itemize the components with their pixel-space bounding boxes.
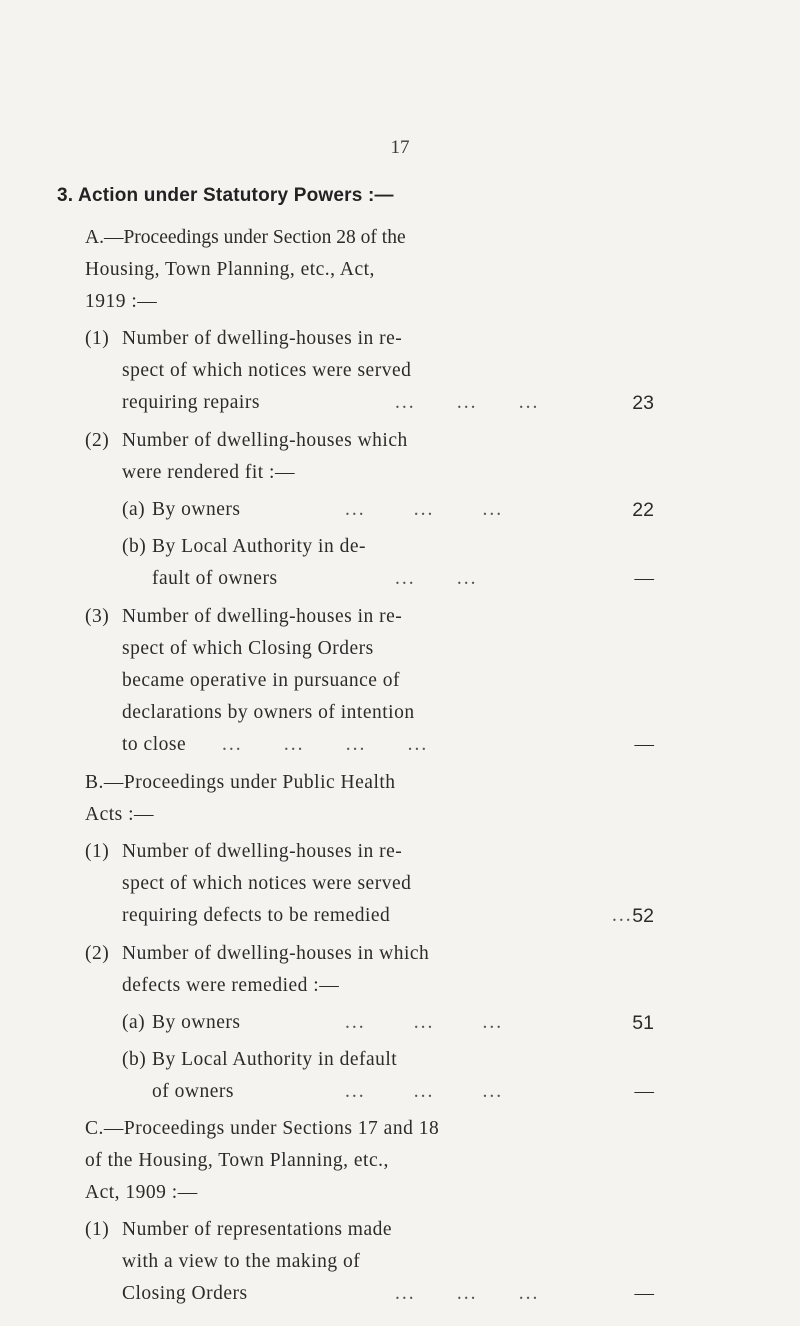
title-line: 1919 :— bbox=[85, 291, 158, 312]
title-line: A.—Proceedings under Section 28 of the bbox=[85, 227, 406, 248]
item-value: — bbox=[634, 1283, 654, 1304]
leader-dots: ... ... ... bbox=[345, 1081, 504, 1102]
item-text: were rendered fit :— bbox=[122, 462, 295, 483]
item-text: Number of dwelling-houses in re- bbox=[122, 841, 403, 862]
item-value: — bbox=[634, 1081, 654, 1102]
item-number: (a) bbox=[122, 1012, 146, 1033]
leader-dots: ... bbox=[612, 905, 633, 926]
item-text: Number of representations made bbox=[122, 1219, 393, 1240]
item-text: became operative in pursuance of bbox=[122, 670, 401, 691]
item-number: (2) bbox=[85, 430, 110, 451]
page-number: 17 bbox=[390, 137, 410, 158]
item-text: Number of dwelling-houses in re- bbox=[122, 606, 403, 627]
item-number: (b) bbox=[122, 1049, 147, 1070]
item-number: (1) bbox=[85, 328, 110, 349]
leader-dots: ... ... bbox=[395, 568, 478, 589]
leader-dots: ... ... ... ... bbox=[222, 734, 429, 755]
item-text: defects were remedied :— bbox=[122, 975, 340, 996]
item-text: spect of which Closing Orders bbox=[122, 638, 374, 659]
leader-dots: ... ... ... bbox=[345, 1012, 504, 1033]
title-line: Housing, Town Planning, etc., Act, bbox=[85, 259, 375, 280]
title-line: C.—Proceedings under Sections 17 and 18 bbox=[85, 1118, 440, 1139]
title-line: Acts :— bbox=[85, 804, 155, 825]
item-text: requiring defects to be remedied bbox=[122, 905, 391, 926]
item-text: Number of dwelling-houses in re- bbox=[122, 328, 403, 349]
leader-dots: ... ... ... bbox=[345, 499, 504, 520]
title-line: B.—Proceedings under Public Health bbox=[85, 772, 396, 793]
section-heading: 3. Action under Statutory Powers :— bbox=[57, 185, 394, 206]
item-number: (2) bbox=[85, 943, 110, 964]
item-number: (1) bbox=[85, 841, 110, 862]
item-text: Number of dwelling-houses which bbox=[122, 430, 408, 451]
item-number: (a) bbox=[122, 499, 146, 520]
item-text: spect of which notices were served bbox=[122, 360, 412, 381]
item-text: By Local Authority in default bbox=[152, 1049, 398, 1070]
item-value: — bbox=[634, 734, 654, 755]
leader-dots: ... ... ... bbox=[395, 392, 540, 413]
item-text: fault of owners bbox=[152, 568, 278, 589]
item-text: spect of which notices were served bbox=[122, 873, 412, 894]
item-text: with a view to the making of bbox=[122, 1251, 361, 1272]
item-value: 51 bbox=[632, 1012, 654, 1034]
item-number: (b) bbox=[122, 536, 147, 557]
item-text: By Local Authority in de- bbox=[152, 536, 366, 557]
item-number: (1) bbox=[85, 1219, 110, 1240]
leader-dots: ... ... ... bbox=[395, 1283, 540, 1304]
item-text: to close bbox=[122, 734, 187, 755]
item-text: By owners bbox=[152, 499, 241, 520]
item-text: Closing Orders bbox=[122, 1283, 248, 1304]
item-text: of owners bbox=[152, 1081, 234, 1102]
item-value: — bbox=[634, 568, 654, 589]
item-text: By owners bbox=[152, 1012, 241, 1033]
title-line: of the Housing, Town Planning, etc., bbox=[85, 1150, 389, 1171]
item-text: Number of dwelling-houses in which bbox=[122, 943, 430, 964]
item-text: declarations by owners of intention bbox=[122, 702, 415, 723]
item-value: 22 bbox=[632, 499, 654, 521]
item-value: 52 bbox=[632, 905, 654, 927]
item-text: requiring repairs bbox=[122, 392, 260, 413]
item-value: 23 bbox=[632, 392, 654, 414]
title-line: Act, 1909 :— bbox=[85, 1182, 198, 1203]
item-number: (3) bbox=[85, 606, 110, 627]
